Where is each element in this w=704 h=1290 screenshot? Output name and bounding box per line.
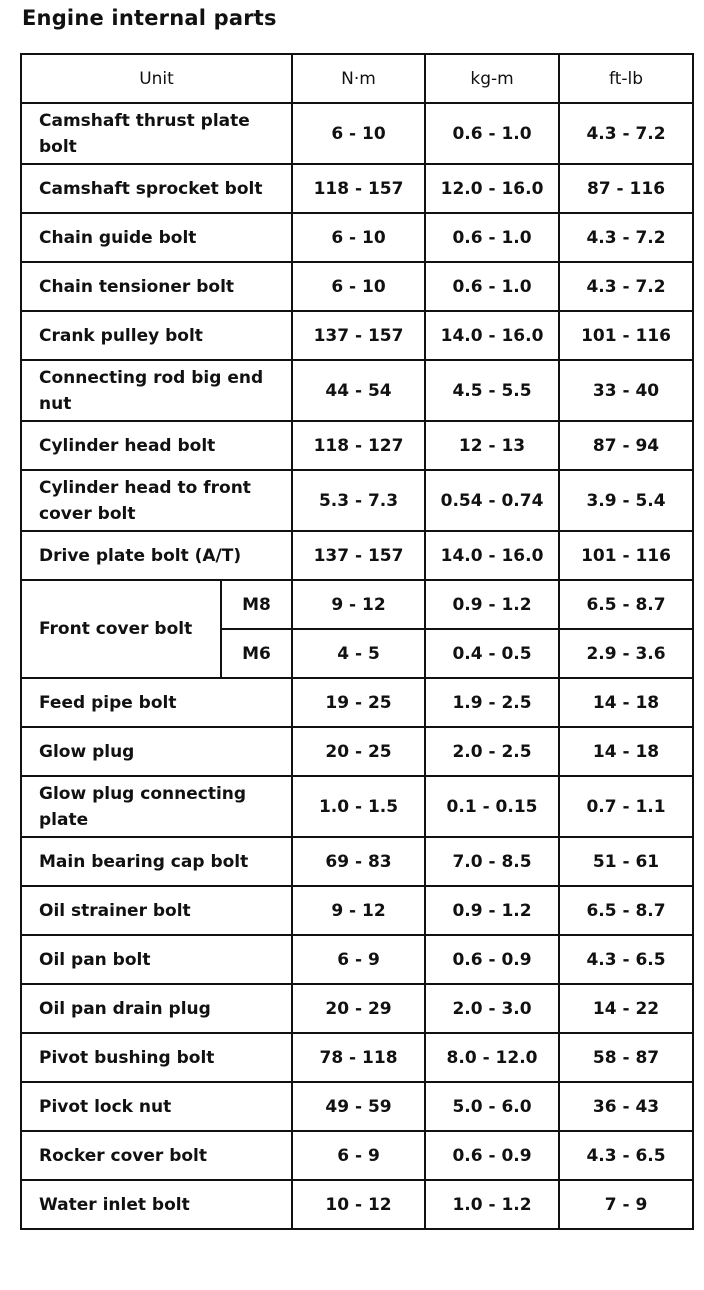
row-kgm: 0.1 - 0.15 (425, 776, 559, 837)
row-unit: Rocker cover bolt (21, 1131, 292, 1180)
row-nm: 19 - 25 (292, 678, 425, 727)
row-kgm: 2.0 - 2.5 (425, 727, 559, 776)
row-nm: 69 - 83 (292, 837, 425, 886)
row-nm: 9 - 12 (292, 886, 425, 935)
row-ftlb: 14 - 18 (559, 678, 693, 727)
row-nm: 44 - 54 (292, 360, 425, 421)
row-unit: Drive plate bolt (A/T) (21, 531, 292, 580)
torque-spec-table (20, 53, 694, 1230)
row-nm: 6 - 9 (292, 935, 425, 984)
header-ftlb: ft-lb (559, 54, 693, 103)
row-ftlb: 101 - 116 (559, 311, 693, 360)
row-nm: 6 - 10 (292, 262, 425, 311)
row-kgm: 14.0 - 16.0 (425, 311, 559, 360)
row-kgm: 5.0 - 6.0 (425, 1082, 559, 1131)
table-row (21, 164, 693, 213)
row-ftlb: 87 - 116 (559, 164, 693, 213)
table-row (21, 103, 693, 164)
row-kgm: 14.0 - 16.0 (425, 531, 559, 580)
table-row (21, 727, 693, 776)
row-unit: Water inlet bolt (21, 1180, 292, 1229)
row-kgm: 4.5 - 5.5 (425, 360, 559, 421)
row-ftlb: 14 - 18 (559, 727, 693, 776)
row-ftlb: 14 - 22 (559, 984, 693, 1033)
row-ftlb: 0.7 - 1.1 (559, 776, 693, 837)
row-kgm: 0.6 - 1.0 (425, 103, 559, 164)
table-row (21, 311, 693, 360)
row-nm: 10 - 12 (292, 1180, 425, 1229)
table-row (21, 1180, 693, 1229)
table-row (21, 262, 693, 311)
row-ftlb: 6.5 - 8.7 (559, 886, 693, 935)
row-nm: 78 - 118 (292, 1033, 425, 1082)
table-row (21, 678, 693, 727)
row-ftlb: 101 - 116 (559, 531, 693, 580)
row-nm: 20 - 29 (292, 984, 425, 1033)
row-nm: 5.3 - 7.3 (292, 470, 425, 531)
row-ftlb: 4.3 - 7.2 (559, 262, 693, 311)
row-ftlb: 36 - 43 (559, 1082, 693, 1131)
table-row (21, 421, 693, 470)
row-ftlb: 4.3 - 7.2 (559, 103, 693, 164)
row-nm: 4 - 5 (292, 629, 425, 678)
row-kgm: 12.0 - 16.0 (425, 164, 559, 213)
row-unit: Connecting rod big end nut (21, 360, 292, 421)
row-nm: 6 - 10 (292, 213, 425, 262)
row-size: M6 (221, 629, 292, 678)
row-nm: 137 - 157 (292, 311, 425, 360)
row-ftlb: 6.5 - 8.7 (559, 580, 693, 629)
table-row (21, 1033, 693, 1082)
row-kgm: 0.6 - 1.0 (425, 213, 559, 262)
row-unit: Crank pulley bolt (21, 311, 292, 360)
row-nm: 6 - 10 (292, 103, 425, 164)
table-row (21, 531, 693, 580)
row-nm: 1.0 - 1.5 (292, 776, 425, 837)
table-row (21, 776, 693, 837)
row-ftlb: 58 - 87 (559, 1033, 693, 1082)
table-row (21, 935, 693, 984)
row-nm: 6 - 9 (292, 1131, 425, 1180)
row-nm: 118 - 127 (292, 421, 425, 470)
row-kgm: 0.4 - 0.5 (425, 629, 559, 678)
row-size: M8 (221, 580, 292, 629)
row-kgm: 0.6 - 0.9 (425, 935, 559, 984)
row-nm: 9 - 12 (292, 580, 425, 629)
row-unit: Oil pan bolt (21, 935, 292, 984)
row-unit: Oil pan drain plug (21, 984, 292, 1033)
page-title: Engine internal parts (22, 6, 277, 30)
row-kgm: 2.0 - 3.0 (425, 984, 559, 1033)
row-ftlb: 33 - 40 (559, 360, 693, 421)
row-kgm: 1.9 - 2.5 (425, 678, 559, 727)
header-kgm: kg-m (425, 54, 559, 103)
header-nm: N·m (292, 54, 425, 103)
row-kgm: 12 - 13 (425, 421, 559, 470)
row-nm: 20 - 25 (292, 727, 425, 776)
table-row (21, 984, 693, 1033)
header-unit: Unit (21, 54, 292, 103)
table-row (21, 886, 693, 935)
row-unit: Feed pipe bolt (21, 678, 292, 727)
row-unit: Pivot bushing bolt (21, 1033, 292, 1082)
row-ftlb: 51 - 61 (559, 837, 693, 886)
row-kgm: 0.6 - 0.9 (425, 1131, 559, 1180)
row-ftlb: 87 - 94 (559, 421, 693, 470)
row-nm: 137 - 157 (292, 531, 425, 580)
row-unit: Pivot lock nut (21, 1082, 292, 1131)
row-ftlb: 7 - 9 (559, 1180, 693, 1229)
table-row (21, 837, 693, 886)
row-unit: Main bearing cap bolt (21, 837, 292, 886)
table-body (21, 103, 693, 1229)
table-row (21, 1082, 693, 1131)
row-unit: Chain tensioner bolt (21, 262, 292, 311)
row-kgm: 0.9 - 1.2 (425, 580, 559, 629)
table-row (21, 470, 693, 531)
row-kgm: 0.6 - 1.0 (425, 262, 559, 311)
row-unit: Glow plug (21, 727, 292, 776)
row-nm: 49 - 59 (292, 1082, 425, 1131)
row-unit: Cylinder head to front cover bolt (21, 470, 292, 531)
row-unit: Camshaft thrust plate bolt (21, 103, 292, 164)
row-ftlb: 4.3 - 6.5 (559, 935, 693, 984)
table-row (21, 360, 693, 421)
row-kgm: 7.0 - 8.5 (425, 837, 559, 886)
row-kgm: 1.0 - 1.2 (425, 1180, 559, 1229)
table-row (21, 1131, 693, 1180)
row-unit: Oil strainer bolt (21, 886, 292, 935)
row-ftlb: 2.9 - 3.6 (559, 629, 693, 678)
row-ftlb: 3.9 - 5.4 (559, 470, 693, 531)
row-kgm: 8.0 - 12.0 (425, 1033, 559, 1082)
row-ftlb: 4.3 - 6.5 (559, 1131, 693, 1180)
row-unit: Front cover bolt (21, 580, 221, 678)
table-row (21, 580, 693, 629)
row-kgm: 0.54 - 0.74 (425, 470, 559, 531)
table-row (21, 213, 693, 262)
row-unit: Glow plug connecting plate (21, 776, 292, 837)
row-unit: Camshaft sprocket bolt (21, 164, 292, 213)
header-row (21, 54, 693, 103)
row-unit: Chain guide bolt (21, 213, 292, 262)
row-unit: Cylinder head bolt (21, 421, 292, 470)
row-ftlb: 4.3 - 7.2 (559, 213, 693, 262)
row-nm: 118 - 157 (292, 164, 425, 213)
row-kgm: 0.9 - 1.2 (425, 886, 559, 935)
